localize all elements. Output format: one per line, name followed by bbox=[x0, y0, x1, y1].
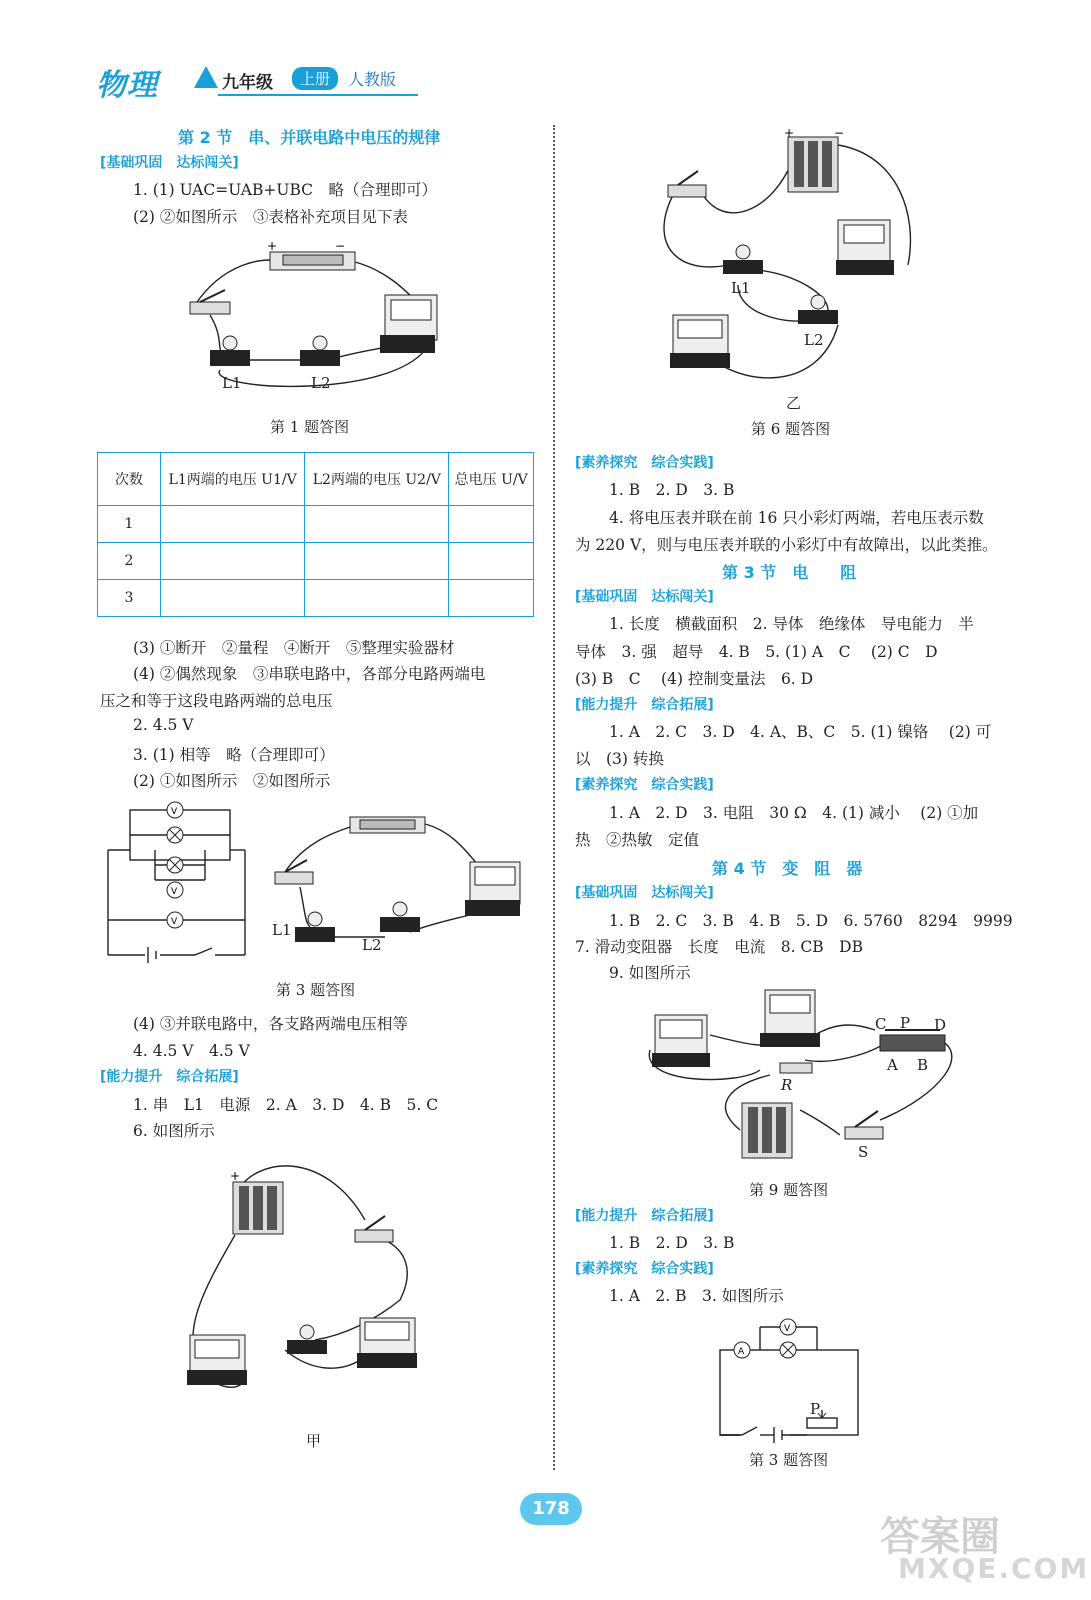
fig6a-caption: 甲 bbox=[306, 1432, 322, 1450]
fig1-caption: 第 1 题答图 bbox=[270, 418, 350, 436]
svg-text:+: + bbox=[784, 126, 795, 140]
logo-mark-icon bbox=[190, 62, 222, 92]
answer-q3-2: (2) ①如图所示 ②如图所示 bbox=[133, 772, 331, 790]
fig1-label-l2: L2 bbox=[311, 374, 331, 392]
answer-ability-6: 6. 如图所示 bbox=[133, 1122, 215, 1140]
fig9-label-c: C bbox=[875, 1015, 887, 1033]
svg-text:−: − bbox=[335, 240, 346, 253]
answer-s3-3a: 1. A 2. D 3. 电阻 30 Ω 4. (1) 减小 (2) ①加 bbox=[609, 804, 979, 822]
tag-literacy-4: [素养探究 综合实践] bbox=[575, 1261, 714, 1277]
fig6b-label-l2: L2 bbox=[804, 331, 824, 349]
fig6b-label-l1: L1 bbox=[731, 279, 751, 297]
svg-text:V: V bbox=[784, 1324, 791, 1334]
answer-s4-9: 9. 如图所示 bbox=[609, 964, 691, 982]
fig9-label-r: R bbox=[781, 1076, 793, 1094]
answer-lit-4b: 为 220 V，则与电压表并联的小彩灯中有故障出，以此类推。 bbox=[575, 536, 998, 554]
answer-q3-1: 3. (1) 相等 略（合理即可） bbox=[133, 746, 335, 764]
figure-q3-schematic bbox=[100, 795, 255, 975]
svg-text:V: V bbox=[171, 807, 178, 817]
fig3-label-l1: L1 bbox=[272, 921, 292, 939]
tag-ability-4: [能力提升 综合拓展] bbox=[575, 1208, 714, 1224]
answer-q1-2: (2) ②如图所示 ③表格补充项目见下表 bbox=[133, 208, 408, 226]
fig1-label-l1: L1 bbox=[222, 374, 242, 392]
answer-s3-1a: 1. 长度 横截面积 2. 导体 绝缘体 导电能力 半 bbox=[609, 615, 974, 633]
fig3b-caption: 第 3 题答图 bbox=[749, 1451, 829, 1469]
table-header: L2两端的电压 U2/V bbox=[305, 453, 449, 506]
column-divider bbox=[553, 125, 555, 1470]
table-cell: 3 bbox=[98, 580, 161, 617]
svg-text:A: A bbox=[738, 1347, 745, 1357]
answer-s4-1: 1. B 2. C 3. B 4. B 5. D 6. 5760 8294 9999 bbox=[609, 912, 1013, 930]
figure-s4-q3-schematic bbox=[712, 1315, 867, 1445]
answer-q1-4a: (4) ②偶然现象 ③串联电路中，各部分电路两端电 bbox=[133, 665, 486, 683]
table-header: L1两端的电压 U1/V bbox=[161, 453, 305, 506]
figure-q3-circuit bbox=[265, 812, 530, 962]
table-row bbox=[98, 543, 534, 580]
answer-s4-3: 1. A 2. B 3. 如图所示 bbox=[609, 1287, 784, 1305]
tag-literacy-3: [素养探究 综合实践] bbox=[575, 777, 714, 793]
header-underline bbox=[218, 94, 418, 96]
fig6b-caption: 第 6 题答图 bbox=[751, 420, 831, 438]
figure-q9-circuit bbox=[640, 985, 965, 1170]
svg-text:+: + bbox=[230, 1169, 241, 1183]
answer-s3-2a: 1. A 2. C 3. D 4. A、B、C 5. (1) 镍铬 (2) 可 bbox=[609, 723, 992, 741]
answer-lit-4a: 4. 将电压表并联在前 16 只小彩灯两端，若电压表示数 bbox=[609, 509, 984, 527]
fig3-label-l2: L2 bbox=[362, 936, 382, 954]
table-header: 总电压 U/V bbox=[449, 453, 534, 506]
fig9-label-b: B bbox=[917, 1056, 929, 1074]
answer-s3-1b: 导体 3. 强 超导 4. B 5. (1) A C (2) C D bbox=[575, 643, 938, 661]
answer-q4: 4. 4.5 V 4.5 V bbox=[133, 1042, 250, 1060]
svg-text:V: V bbox=[171, 917, 178, 927]
answer-ability-1: 1. 串 L1 电源 2. A 3. D 4. B 5. C bbox=[133, 1096, 439, 1114]
figure-q6-yi bbox=[658, 125, 918, 385]
svg-text:−: − bbox=[834, 126, 845, 140]
answer-s3-3b: 热 ②热敏 定值 bbox=[575, 831, 700, 849]
tag-ability-3: [能力提升 综合拓展] bbox=[575, 697, 714, 713]
fig9-caption: 第 9 题答图 bbox=[749, 1181, 829, 1199]
answer-lit-1: 1. B 2. D 3. B bbox=[609, 481, 735, 499]
header-edition: 人教版 bbox=[348, 70, 397, 89]
figure-q6-jia bbox=[175, 1160, 445, 1405]
section-title-3: 第 3 节 电 阻 bbox=[722, 563, 857, 582]
answer-q1-3: (3) ①断开 ②量程 ④断开 ⑤整理实验器材 bbox=[133, 639, 455, 657]
watermark-text: 答案圈 bbox=[880, 1514, 1000, 1560]
answer-s3-2b: 以 (3) 转换 bbox=[575, 750, 664, 768]
fig3-caption: 第 3 题答图 bbox=[276, 981, 356, 999]
svg-text:+: + bbox=[267, 240, 278, 253]
answer-q1-1: 1. (1) UAC=UAB+UBC 略（合理即可） bbox=[133, 181, 437, 199]
fig6b-label: 乙 bbox=[786, 394, 802, 412]
header-logo: 物理 bbox=[96, 68, 158, 103]
voltage-table bbox=[97, 452, 534, 617]
table-row bbox=[98, 580, 534, 617]
tag-literacy: [素养探究 综合实践] bbox=[575, 455, 714, 471]
fig9-label-p: P bbox=[900, 1014, 911, 1032]
answer-s4-7: 7. 滑动变阻器 长度 电流 8. CB DB bbox=[575, 938, 863, 956]
answer-q1-4b: 压之和等于这段电路两端的总电压 bbox=[100, 692, 333, 710]
tag-ability: [能力提升 综合拓展] bbox=[100, 1069, 239, 1085]
table-cell: 2 bbox=[98, 543, 161, 580]
header-grade: 九年级 bbox=[222, 73, 273, 93]
table-row bbox=[98, 506, 534, 543]
answer-s3-1c: (3) B C (4) 控制变量法 6. D bbox=[575, 670, 814, 688]
answer-q2: 2. 4.5 V bbox=[133, 716, 194, 734]
fig9-label-a: A bbox=[887, 1056, 898, 1074]
section-title-4: 第 4 节 变 阻 器 bbox=[712, 859, 863, 878]
fig9-label-s: S bbox=[858, 1143, 869, 1161]
svg-text:V: V bbox=[171, 887, 178, 897]
tag-basic: [基础巩固 达标闯关] bbox=[100, 155, 239, 171]
table-header: 次数 bbox=[98, 453, 161, 506]
tag-basic-3: [基础巩固 达标闯关] bbox=[575, 589, 714, 605]
answer-s4-2: 1. B 2. D 3. B bbox=[609, 1234, 735, 1252]
fig9-label-d: D bbox=[934, 1016, 947, 1034]
watermark-url: MXQE.COM bbox=[898, 1552, 1090, 1585]
header-volume: 上册 bbox=[292, 67, 338, 90]
page-number: 178 bbox=[520, 1493, 582, 1525]
section-title-2: 第 2 节 串、并联电路中电压的规律 bbox=[178, 128, 441, 147]
table-cell: 1 bbox=[98, 506, 161, 543]
fig3b-label-p: P bbox=[810, 1400, 821, 1418]
tag-basic-4: [基础巩固 达标闯关] bbox=[575, 885, 714, 901]
answer-q3-4: (4) ③并联电路中，各支路两端电压相等 bbox=[133, 1015, 408, 1033]
